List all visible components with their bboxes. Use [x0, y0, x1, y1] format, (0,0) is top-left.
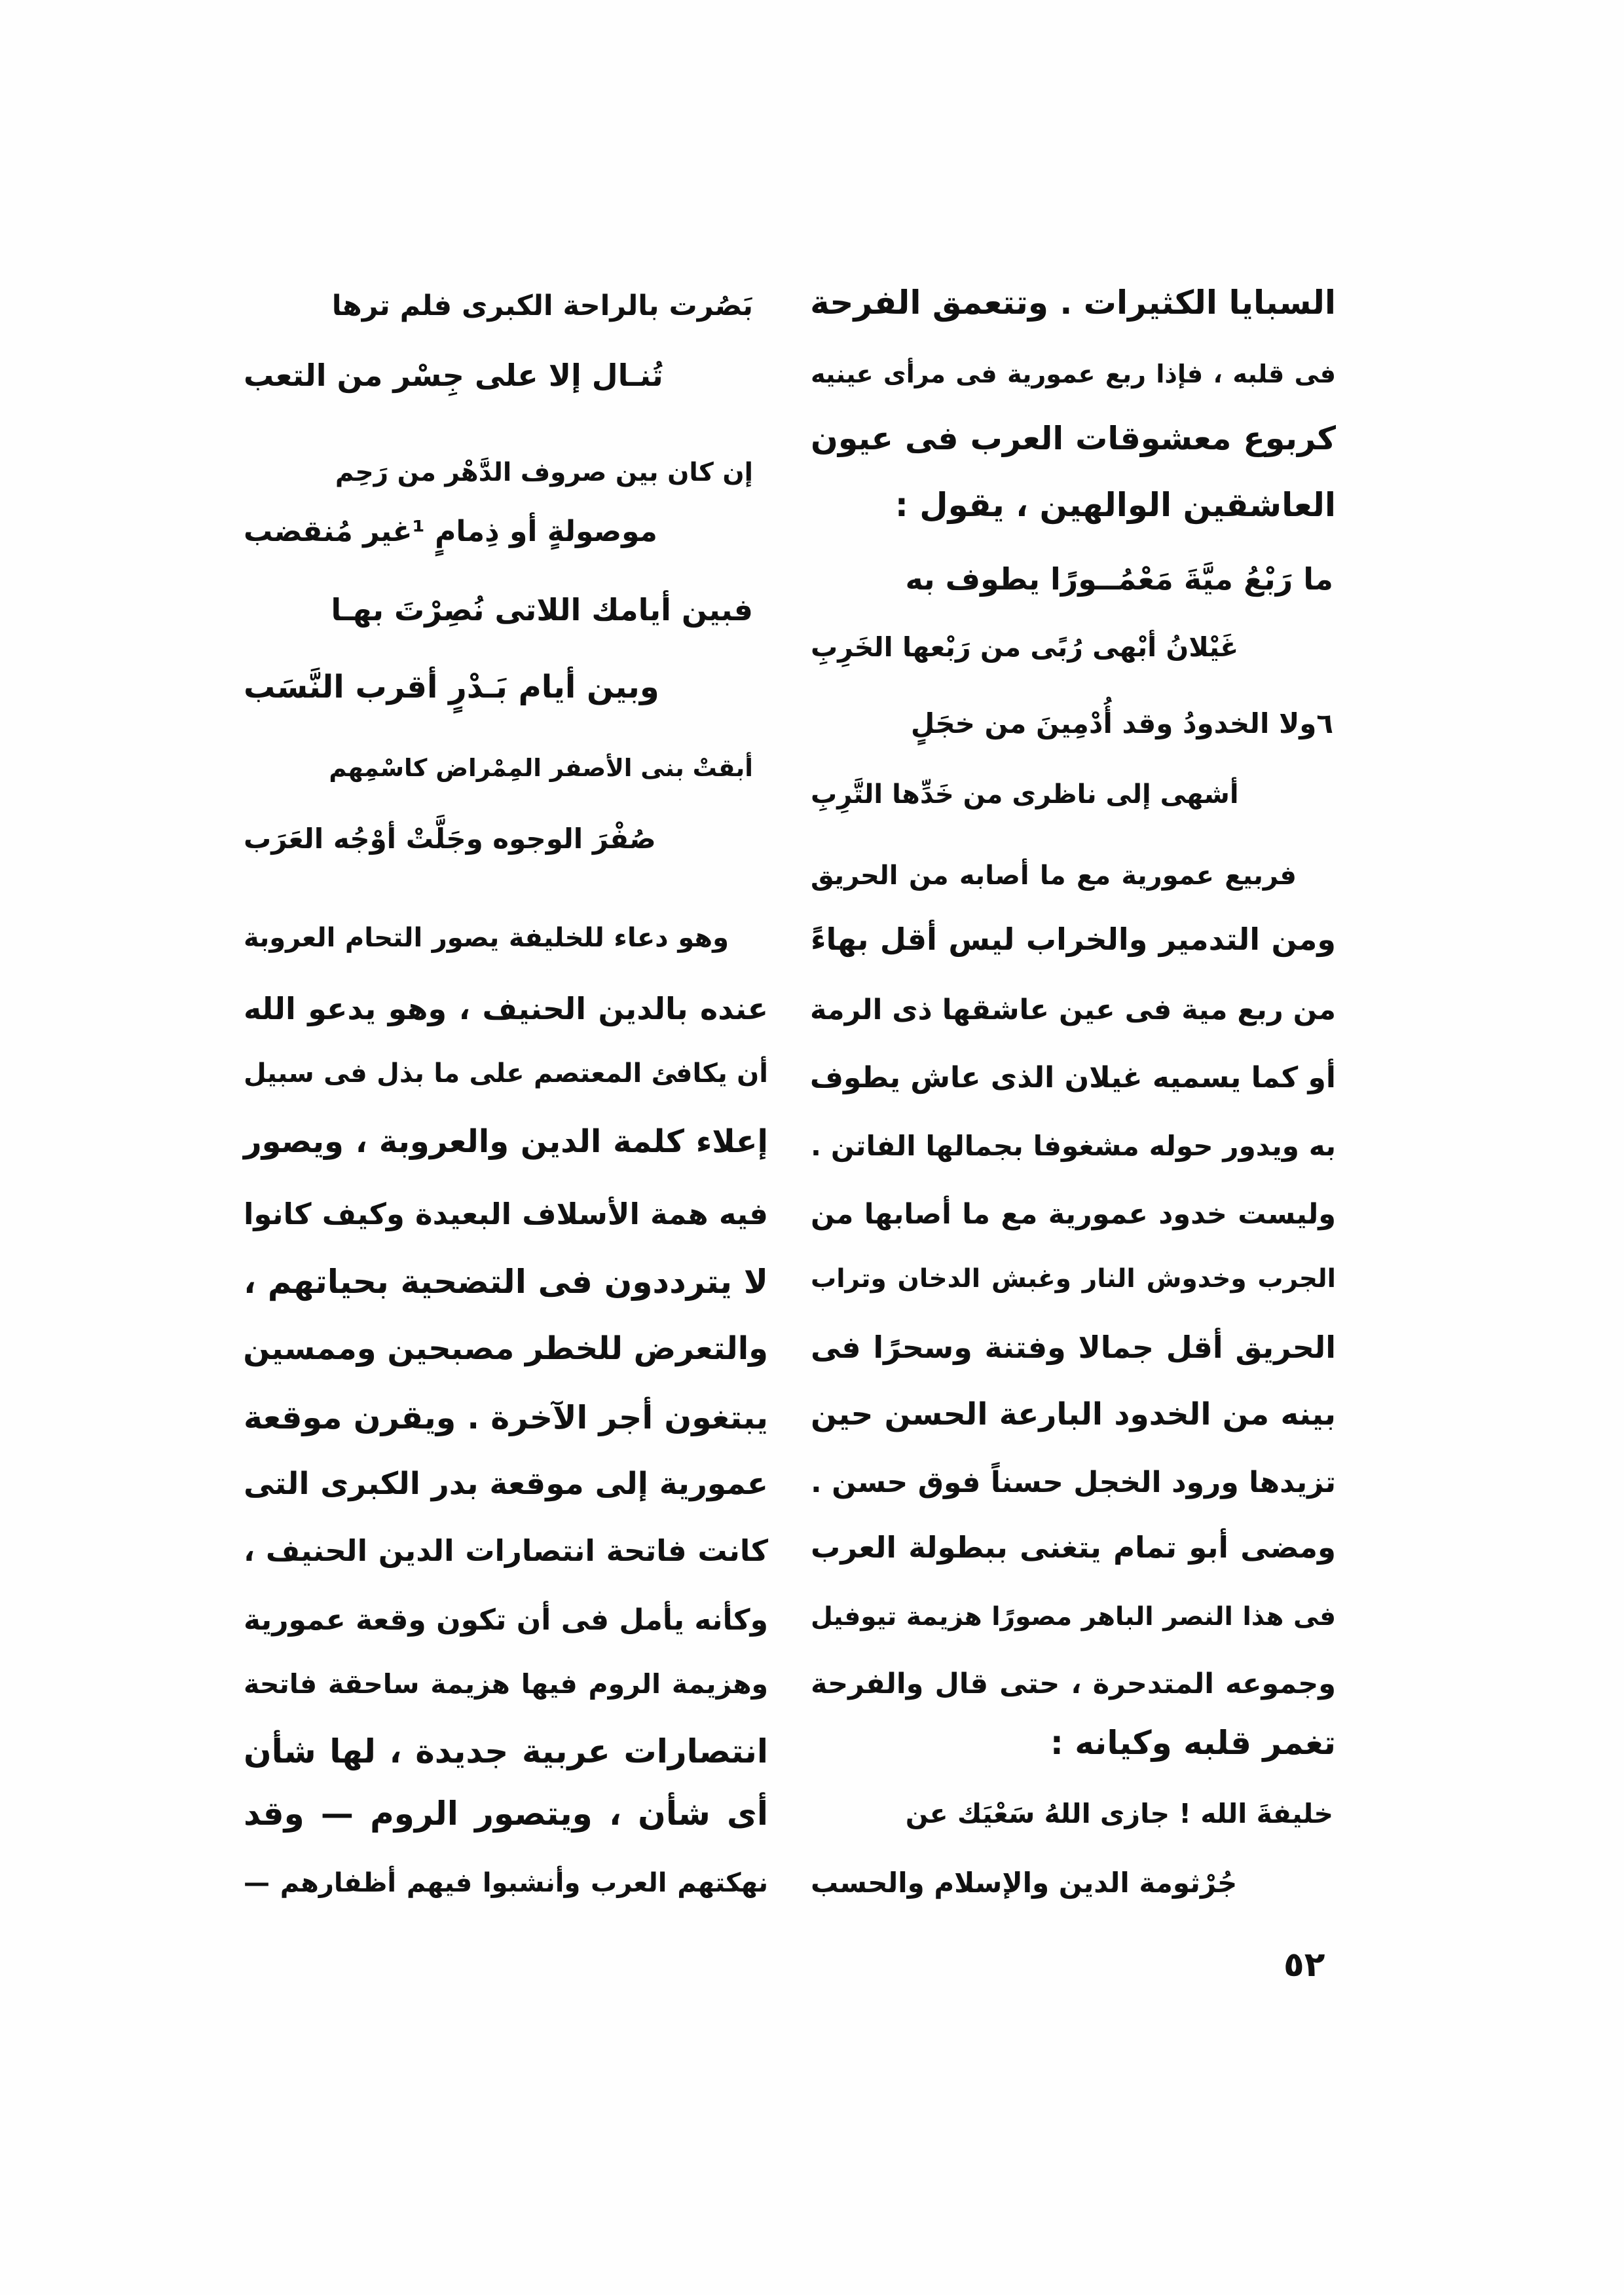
- verse-hemistich-first: أبقتْ بنى الأصفر المِمْراض كاسْمِهم: [329, 754, 753, 782]
- prose-line: فربيع عمورية مع ما أصابه من الحريق: [811, 861, 1297, 891]
- prose-line: انتصارات عربية جديدة ، لها شأن: [244, 1732, 768, 1770]
- prose-line: الحريق أقل جمالا وفتنة وسحرًا فى: [811, 1330, 1336, 1365]
- prose-line: عمورية إلى موقعة بدر الكبرى التى: [244, 1466, 768, 1502]
- verse-hemistich-first: ما رَبْعُ ميَّةَ مَعْمُــورًا يطوف به: [905, 561, 1333, 597]
- prose-line: وكأنه يأمل فى أن تكون وقعة عمورية: [244, 1603, 768, 1637]
- verse-hemistich-first: بَصُرت بالراحة الكبرى فلم ترها: [331, 289, 753, 322]
- prose-line: العاشقين الوالهين ، يقول :: [895, 486, 1336, 524]
- prose-line: فى قلبه ، فإذا ربع عمورية فى مرأى عينيه: [811, 360, 1336, 388]
- prose-line: من ربع مية فى عين عاشقها ذى الرمة: [809, 994, 1336, 1026]
- prose-line: أى شأن ، ويتصور الروم — وقد: [244, 1795, 768, 1833]
- prose-line: الجرب وخدوش النار وغبش الدخان وتراب: [811, 1264, 1336, 1294]
- prose-line: ومن التدمير والخراب ليس أقل بهاءً: [811, 922, 1336, 957]
- prose-line: نهكتهم العرب وأنشبوا فيهم أظفارهم —: [244, 1868, 768, 1898]
- prose-line: بينه من الخدود البارعة الحسن حين: [811, 1396, 1336, 1432]
- prose-line: أن يكافئ المعتصم على ما بذل فى سبيل: [244, 1058, 768, 1089]
- prose-line: والتعرض للخطر مصبحين وممسين: [243, 1330, 768, 1367]
- prose-line: فيه همة الأسلاف البعيدة وكيف كانوا: [244, 1197, 768, 1231]
- verse-hemistich-second: تُنـال إلا على جِسْر من التعب: [244, 358, 663, 393]
- prose-line: وهو دعاء للخليفة يصور التحام العروبة: [244, 923, 729, 953]
- prose-line: كربوع معشوقات العرب فى عيون: [811, 420, 1336, 457]
- verse-hemistich-first: ٦ولا الخدودُ وقد أُدْمِينَ من خجَلٍ: [910, 707, 1333, 739]
- prose-line: عنده بالدين الحنيف ، وهو يدعو الله: [244, 991, 768, 1026]
- verse-hemistich-second: موصولةٍ أو ذِمامٍ ¹غير مُنقضب: [244, 515, 657, 548]
- verse-hemistich-first: خليفةَ الله ! جازى اللهُ سَعْيَك عن: [905, 1798, 1333, 1829]
- prose-line: وهزيمة الروم فيها هزيمة ساحقة فاتحة: [244, 1668, 768, 1700]
- verse-hemistich-second: أشهى إلى ناظرى من خَدِّها التَّرِبِ: [811, 779, 1239, 810]
- prose-line: لا يترددون فى التضحية بحياتهم ،: [244, 1263, 768, 1301]
- prose-line: فى هذا النصر الباهر مصورًا هزيمة تيوفيل: [811, 1602, 1336, 1632]
- prose-line: به ويدور حوله مشغوفا بجمالها الفاتن .: [811, 1130, 1336, 1162]
- verse-hemistich-second: جُرْثومة الدين والإسلام والحسب: [811, 1867, 1238, 1899]
- page-number: ٥٢: [1283, 1945, 1325, 1985]
- verse-hemistich-first: إن كان بين صروف الدَّهْر من رَحِم: [335, 458, 753, 487]
- verse-hemistich-second: صُفْرَ الوجوه وجَلَّتْ أوْجُه العَرَب: [244, 823, 656, 855]
- prose-line: السبايا الكثيرات . وتتعمق الفرحة: [810, 284, 1336, 322]
- verse-hemistich-second: غَيْلانُ أبْهى رُبًى من رَبْعها الخَرِبِ: [811, 631, 1239, 663]
- prose-line: كانت فاتحة انتصارات الدين الحنيف ،: [244, 1533, 768, 1568]
- prose-line: ومضى أبو تمام يتغنى ببطولة العرب: [811, 1530, 1336, 1565]
- prose-line: يبتغون أجر الآخرة . ويقرن موقعة: [244, 1399, 768, 1436]
- prose-line: وجموعه المتدحرة ، حتى قال والفرحة: [811, 1668, 1336, 1700]
- verse-hemistich-first: فبين أيامك اللاتى نُصِرْتَ بهـا: [331, 592, 753, 627]
- prose-line: إعلاء كلمة الدين والعروبة ، ويصور: [244, 1123, 768, 1160]
- prose-line: تغمر قلبه وكيانه :: [1050, 1724, 1336, 1762]
- verse-hemistich-second: وبين أيام بَـدْرٍ أقرب النَّسَب: [244, 669, 659, 705]
- prose-line: تزيدها ورود الخجل حسناً فوق حسن .: [811, 1466, 1336, 1499]
- prose-line: أو كما يسميه غيلان الذى عاش يطوف: [809, 1061, 1336, 1094]
- prose-line: وليست خدود عمورية مع ما أصابها من: [811, 1198, 1336, 1231]
